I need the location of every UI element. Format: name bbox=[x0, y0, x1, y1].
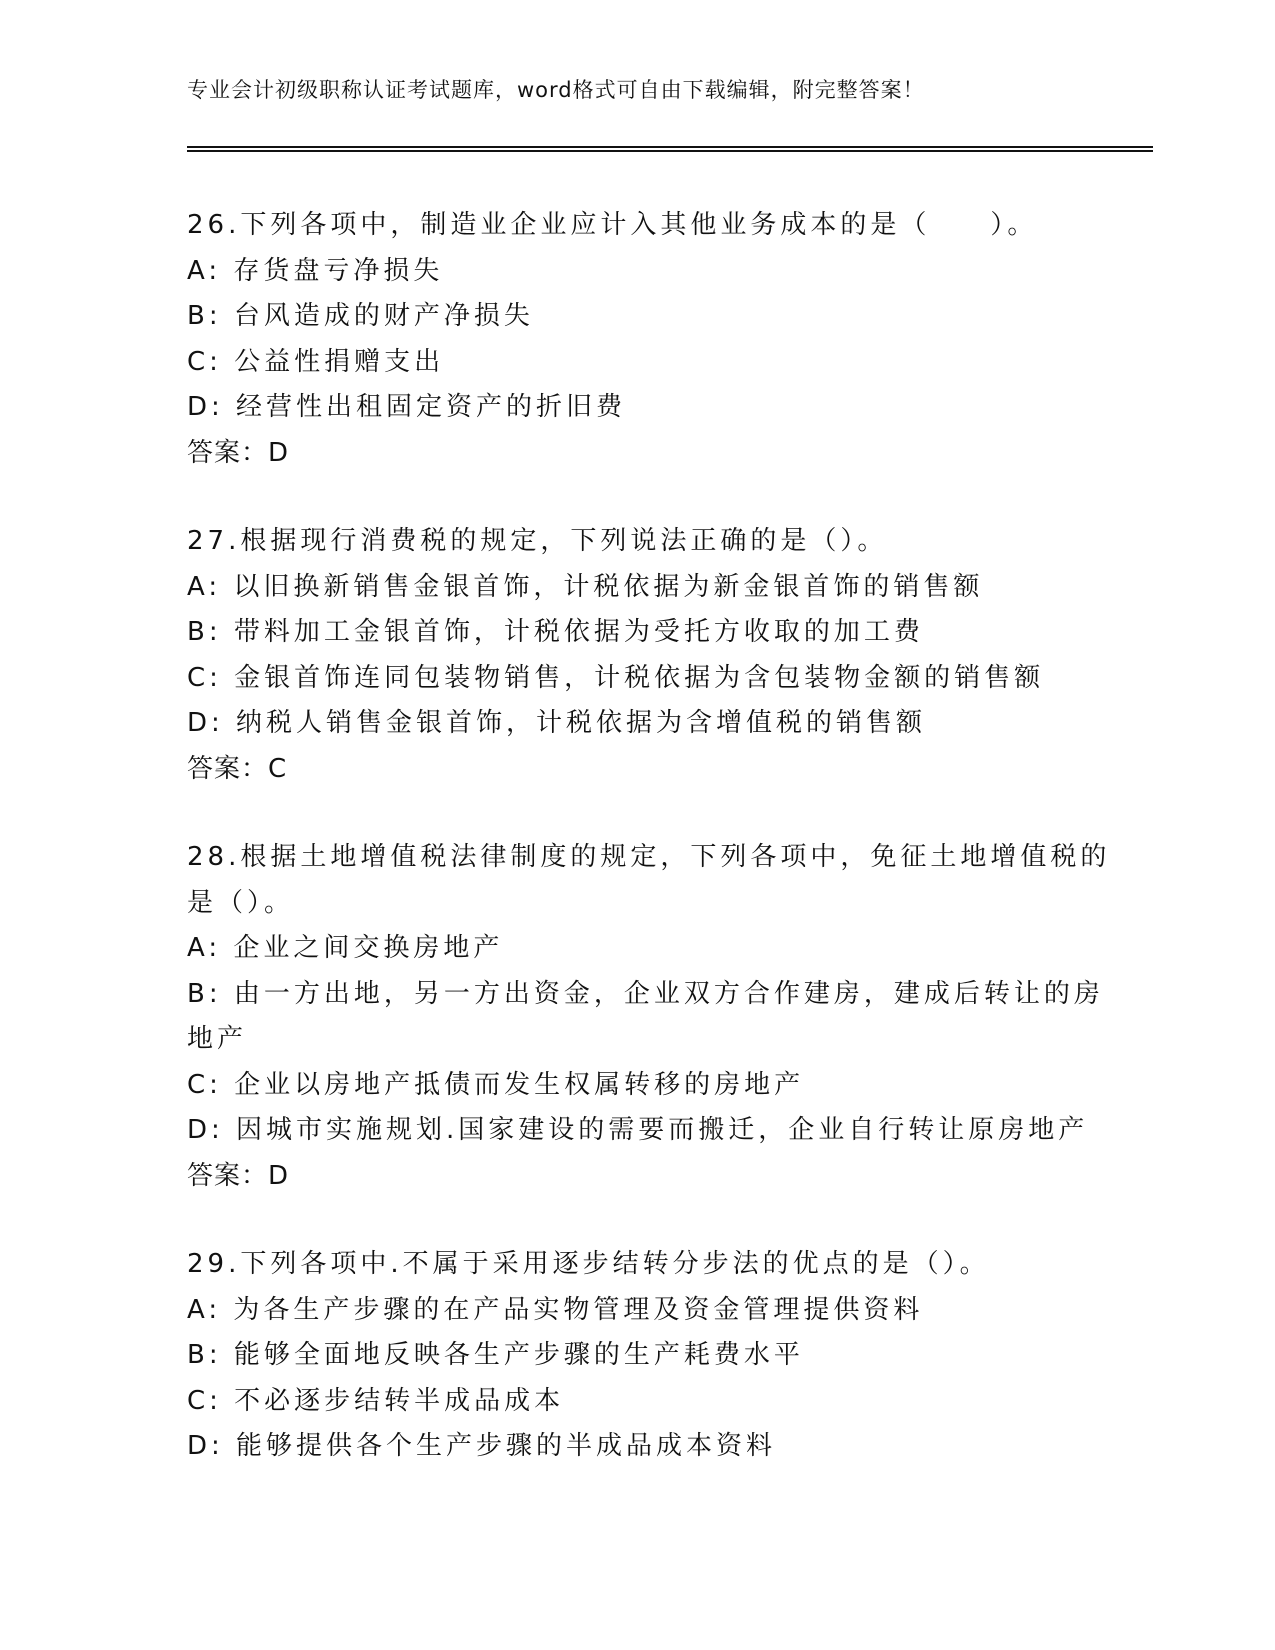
question-stem: 28.根据土地增值税法律制度的规定，下列各项中，免征土地增值税的 bbox=[187, 842, 1111, 872]
question-stem: 27.根据现行消费税的规定，下列说法正确的是（）。 bbox=[187, 526, 888, 556]
question-28 bbox=[187, 835, 1111, 1199]
option-d: D: 因城市实施规划.国家建设的需要而搬迁，企业自行转让原房地产 bbox=[187, 1115, 1089, 1145]
question-stem-continued: 是（）。 bbox=[187, 887, 295, 918]
page-header: 专业会计初级职称认证考试题库，word格式可自由下载编辑，附完整答案！ bbox=[187, 78, 925, 102]
question-stem: 26.下列各项中，制造业企业应计入其他业务成本的是（ ）。 bbox=[187, 210, 1038, 240]
header-divider-second bbox=[187, 150, 1153, 152]
option-b: B: 带料加工金银首饰，计税依据为受托方收取的加工费 bbox=[187, 617, 924, 647]
question-27 bbox=[187, 519, 1087, 792]
question-26 bbox=[187, 203, 1087, 476]
option-b: B: 由一方出地，另一方出资金，企业双方合作建房，建成后转让的房 bbox=[187, 978, 1104, 1009]
option-c: C: 不必逐步结转半成品成本 bbox=[187, 1385, 565, 1416]
answer: 答案：C bbox=[187, 753, 288, 784]
option-d: D: 能够提供各个生产步骤的半成品成本资料 bbox=[187, 1431, 777, 1461]
option-b-continued: 地产 bbox=[187, 1024, 248, 1054]
question-list bbox=[187, 203, 1111, 1513]
option-c: C: 公益性捐赠支出 bbox=[187, 346, 445, 377]
question-29 bbox=[187, 1242, 1087, 1470]
option-c: C: 金银首饰连同包装物销售，计税依据为含包装物金额的销售额 bbox=[187, 662, 1045, 693]
option-d: D: 经营性出租固定资产的折旧费 bbox=[187, 392, 627, 422]
header-divider bbox=[187, 146, 1153, 148]
option-a: A: 存货盘亏净损失 bbox=[187, 255, 444, 286]
option-c: C: 企业以房地产抵债而发生权属转移的房地产 bbox=[187, 1069, 805, 1100]
option-a: A: 以旧换新销售金银首饰，计税依据为新金银首饰的销售额 bbox=[187, 571, 984, 602]
option-a: A: 企业之间交换房地产 bbox=[187, 933, 504, 963]
answer: 答案：D bbox=[187, 437, 290, 468]
question-stem: 29.下列各项中.不属于采用逐步结转分步法的优点的是（）。 bbox=[187, 1249, 990, 1279]
option-d: D: 纳税人销售金银首饰，计税依据为含增值税的销售额 bbox=[187, 708, 927, 738]
option-a: A: 为各生产步骤的在产品实物管理及资金管理提供资料 bbox=[187, 1294, 924, 1325]
option-b: B: 能够全面地反映各生产步骤的生产耗费水平 bbox=[187, 1340, 804, 1370]
option-b: B: 台风造成的财产净损失 bbox=[187, 301, 534, 331]
answer: 答案：D bbox=[187, 1160, 290, 1191]
